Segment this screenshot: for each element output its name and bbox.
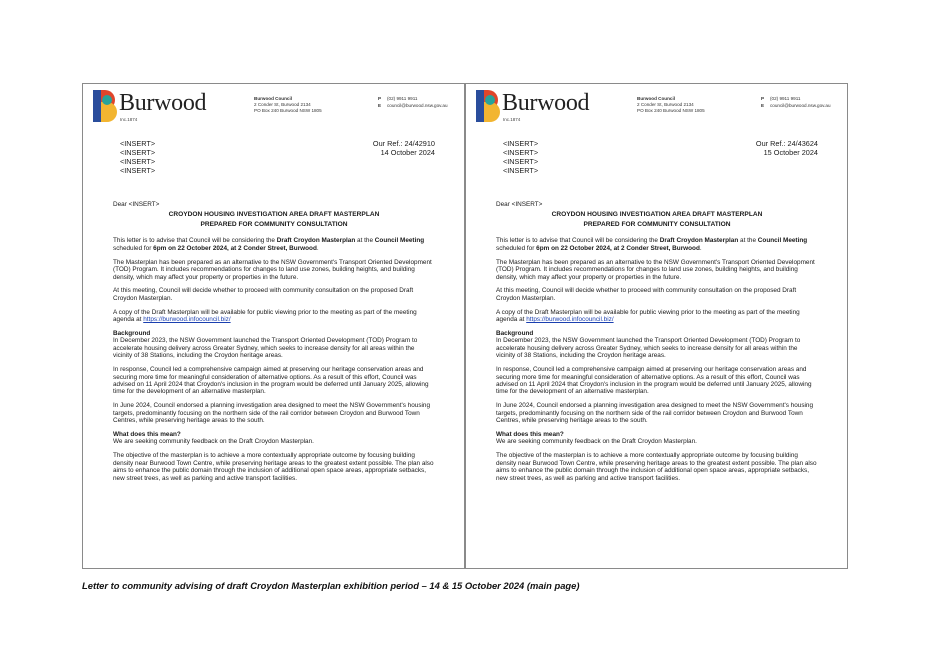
text-run-bold: 6pm on 22 October 2024, at 2 Conder Street, Burwood bbox=[153, 244, 317, 252]
email-address: council@burwood.nsw.gov.au bbox=[387, 102, 448, 108]
phone-number: (02) 9911 9911 bbox=[387, 96, 418, 101]
letter-page-14-october bbox=[82, 83, 465, 569]
recipient-line: <INSERT> bbox=[120, 139, 156, 148]
recipient-line: <INSERT> bbox=[503, 157, 539, 166]
letter-date: 15 October 2024 bbox=[763, 148, 818, 157]
recipient-line: <INSERT> bbox=[120, 157, 156, 166]
salutation: Dear <INSERT> bbox=[113, 201, 160, 208]
text-run: . bbox=[316, 244, 319, 252]
brand-wordmark: Burwood bbox=[119, 90, 207, 116]
text-run-bold: 6pm on 22 October 2024, at 2 Conder Street, Burwood bbox=[536, 244, 700, 252]
agenda-link[interactable]: https://burwood.infocouncil.biz/ bbox=[143, 316, 231, 324]
reference-block bbox=[365, 139, 435, 157]
figure-caption: Letter to community advising of draft Croydon Masterplan exhibition period – 14 & 15 October 2024 (main page) bbox=[82, 580, 580, 591]
letter-heading: CROYDON HOUSING INVESTIGATION AREA DRAFT MASTERPLAN bbox=[168, 211, 380, 219]
paragraph-background-tod: In December 2023, the NSW Government launched the Transport Oriented Development (TOD) Program to accelerate housing delivery across Greater Sydney, which seeks to increase density for all areas within the vicinity of 38 Stations, including the Croydon heritage areas. bbox=[113, 337, 418, 360]
council-contact bbox=[761, 96, 831, 109]
recipient-line: <INSERT> bbox=[503, 166, 539, 175]
po-box: PO Box 240 Burwood NSW 1805 bbox=[637, 108, 705, 113]
letter-body bbox=[496, 201, 818, 488]
letter-heading: CROYDON HOUSING INVESTIGATION AREA DRAFT MASTERPLAN bbox=[551, 211, 763, 219]
text-run: at the bbox=[355, 237, 375, 245]
paragraph-meeting-decision: At this meeting, Council will decide whether to proceed with community consultation on the proposed Draft Croydon Masterplan. bbox=[496, 287, 797, 302]
paragraph-background-campaign: In response, Council led a comprehensive campaign aimed at preserving our heritage conservation areas and securing more time for meaningful consideration of alternative options. As a result of this effort, Council was advised on 11 April 2024 that Croydon's inclusion in the program would be deferred until January 2025, allowing time for the development of an alternative masterplan. bbox=[113, 366, 429, 396]
council-address bbox=[637, 96, 705, 114]
text-run: scheduled for bbox=[113, 244, 154, 252]
paragraph-background-campaign: In response, Council led a comprehensive campaign aimed at preserving our heritage conservation areas and securing more time for meaningful consideration of alternative options. As a result of this effort, Council was advised on 11 April 2024 that Croydon's inclusion in the program would be deferred until January 2025, allowing time for the development of an alternative masterplan. bbox=[496, 366, 812, 396]
recipient-line: <INSERT> bbox=[120, 166, 156, 175]
text-run: . bbox=[699, 244, 702, 252]
email-label: E bbox=[761, 102, 765, 108]
paragraph-objective: The objective of the masterplan is to achieve a more contextually appropriate outcome by focusing building density near Burwood Town Centre, while preserving heritage areas to the greatest extent possible. The plan also aims to enhance the public domain through the inclusion of additional open space areas, appropriate setbacks, new street trees, as well as parking and active transport facilities. bbox=[496, 452, 817, 482]
paragraph-background-june: In June 2024, Council endorsed a planning investigation area designed to meet the NSW Government's housing targets, predominantly focusing on the northern side of the rail corridor between Croydon and Burwood Town Centres, while preserving heritage areas to the south. bbox=[496, 402, 814, 425]
email-label: E bbox=[378, 102, 382, 108]
recipient-line: <INSERT> bbox=[503, 139, 539, 148]
phone-number: (02) 9911 9911 bbox=[770, 96, 801, 101]
paragraph-background-june: In June 2024, Council endorsed a planning investigation area designed to meet the NSW Government's housing targets, predominantly focusing on the northern side of the rail corridor between Croydon and Burwood Town Centres, while preserving heritage areas to the south. bbox=[113, 402, 431, 425]
recipient-block bbox=[503, 139, 538, 175]
text-run: at the bbox=[738, 237, 758, 245]
recipient-line: <INSERT> bbox=[503, 148, 539, 157]
paragraph-feedback: We are seeking community feedback on the Draft Croydon Masterplan. bbox=[496, 438, 697, 446]
email-address: council@burwood.nsw.gov.au bbox=[770, 102, 831, 108]
paragraph-agenda bbox=[496, 309, 818, 324]
background-heading: Background bbox=[496, 330, 534, 338]
council-contact bbox=[378, 96, 448, 109]
our-reference: Our Ref.: 24/42910 bbox=[372, 139, 435, 148]
paragraph-masterplan: The Masterplan has been prepared as an alternative to the NSW Government's Transport Oriented Development (TOD) Program. It includes recommendations for changes to land use zones, building heights, and building density, which may affect your property or properties in the future. bbox=[496, 258, 815, 281]
text-run: This letter is to advise that Council will be considering the bbox=[113, 237, 277, 245]
agenda-link[interactable]: https://burwood.infocouncil.biz/ bbox=[526, 316, 614, 324]
paragraph-meeting-decision: At this meeting, Council will decide whether to proceed with community consultation on the proposed Draft Croydon Masterplan. bbox=[113, 287, 414, 302]
council-address bbox=[254, 96, 322, 114]
our-reference: Our Ref.: 24/43624 bbox=[755, 139, 818, 148]
paragraph-meeting-notice bbox=[113, 237, 435, 252]
phone-label: P bbox=[761, 96, 765, 101]
letter-body bbox=[113, 201, 435, 488]
paragraph-masterplan: The Masterplan has been prepared as an alternative to the NSW Government's Transport Oriented Development (TOD) Program. It includes recommendations for changes to land use zones, building heights, and building density, which may affect your property or properties in the future. bbox=[113, 258, 432, 281]
council-name: Burwood Council bbox=[637, 96, 676, 101]
paragraph-meeting-notice bbox=[496, 237, 818, 252]
text-run-bold: Council Meeting bbox=[374, 237, 425, 245]
salutation: Dear <INSERT> bbox=[496, 201, 543, 208]
reference-block bbox=[748, 139, 818, 157]
paragraph-agenda bbox=[113, 309, 435, 324]
text-run: A copy of the Draft Masterplan will be available for public viewing prior to the meeting as part of the meeting agenda at bbox=[113, 308, 417, 324]
letter-subheading: PREPARED FOR COMMUNITY CONSULTATION bbox=[583, 221, 731, 229]
po-box: PO Box 240 Burwood NSW 1805 bbox=[254, 108, 322, 113]
letter-date: 14 October 2024 bbox=[380, 148, 435, 157]
letter-subheading: PREPARED FOR COMMUNITY CONSULTATION bbox=[200, 221, 348, 229]
text-run-bold: Draft Croydon Masterplan bbox=[276, 237, 356, 245]
paragraph-background-tod: In December 2023, the NSW Government launched the Transport Oriented Development (TOD) Program to accelerate housing delivery across Greater Sydney, which seeks to increase density for all areas within the vicinity of 38 Stations, including the Croydon heritage areas. bbox=[496, 337, 801, 360]
paragraph-objective: The objective of the masterplan is to achieve a more contextually appropriate outcome by focusing building density near Burwood Town Centre, while preserving heritage areas to the greatest extent possible. The plan also aims to enhance the public domain through the inclusion of additional open space areas, appropriate setbacks, new street trees, as well as parking and active transport facilities. bbox=[113, 452, 434, 482]
street-address: 2 Conder St, Burwood 2134 bbox=[637, 102, 694, 107]
recipient-block bbox=[120, 139, 155, 175]
text-run-bold: Draft Croydon Masterplan bbox=[659, 237, 739, 245]
brand-incorporation: Inc.1874 bbox=[503, 117, 521, 122]
letter-page-15-october bbox=[465, 83, 848, 569]
brand-incorporation: Inc.1874 bbox=[120, 117, 138, 122]
background-heading: Background bbox=[113, 330, 151, 338]
recipient-line: <INSERT> bbox=[120, 148, 156, 157]
brand-wordmark: Burwood bbox=[502, 90, 590, 116]
text-run: This letter is to advise that Council will be considering the bbox=[496, 237, 660, 245]
text-run: A copy of the Draft Masterplan will be available for public viewing prior to the meeting as part of the meeting agenda at bbox=[496, 308, 800, 324]
meaning-heading: What does this mean? bbox=[113, 431, 181, 439]
text-run: scheduled for bbox=[496, 244, 537, 252]
text-run-bold: Council Meeting bbox=[757, 237, 808, 245]
phone-label: P bbox=[378, 96, 382, 101]
street-address: 2 Conder St, Burwood 2134 bbox=[254, 102, 311, 107]
meaning-heading: What does this mean? bbox=[496, 431, 564, 439]
paragraph-feedback: We are seeking community feedback on the Draft Croydon Masterplan. bbox=[113, 438, 314, 446]
council-name: Burwood Council bbox=[254, 96, 293, 101]
